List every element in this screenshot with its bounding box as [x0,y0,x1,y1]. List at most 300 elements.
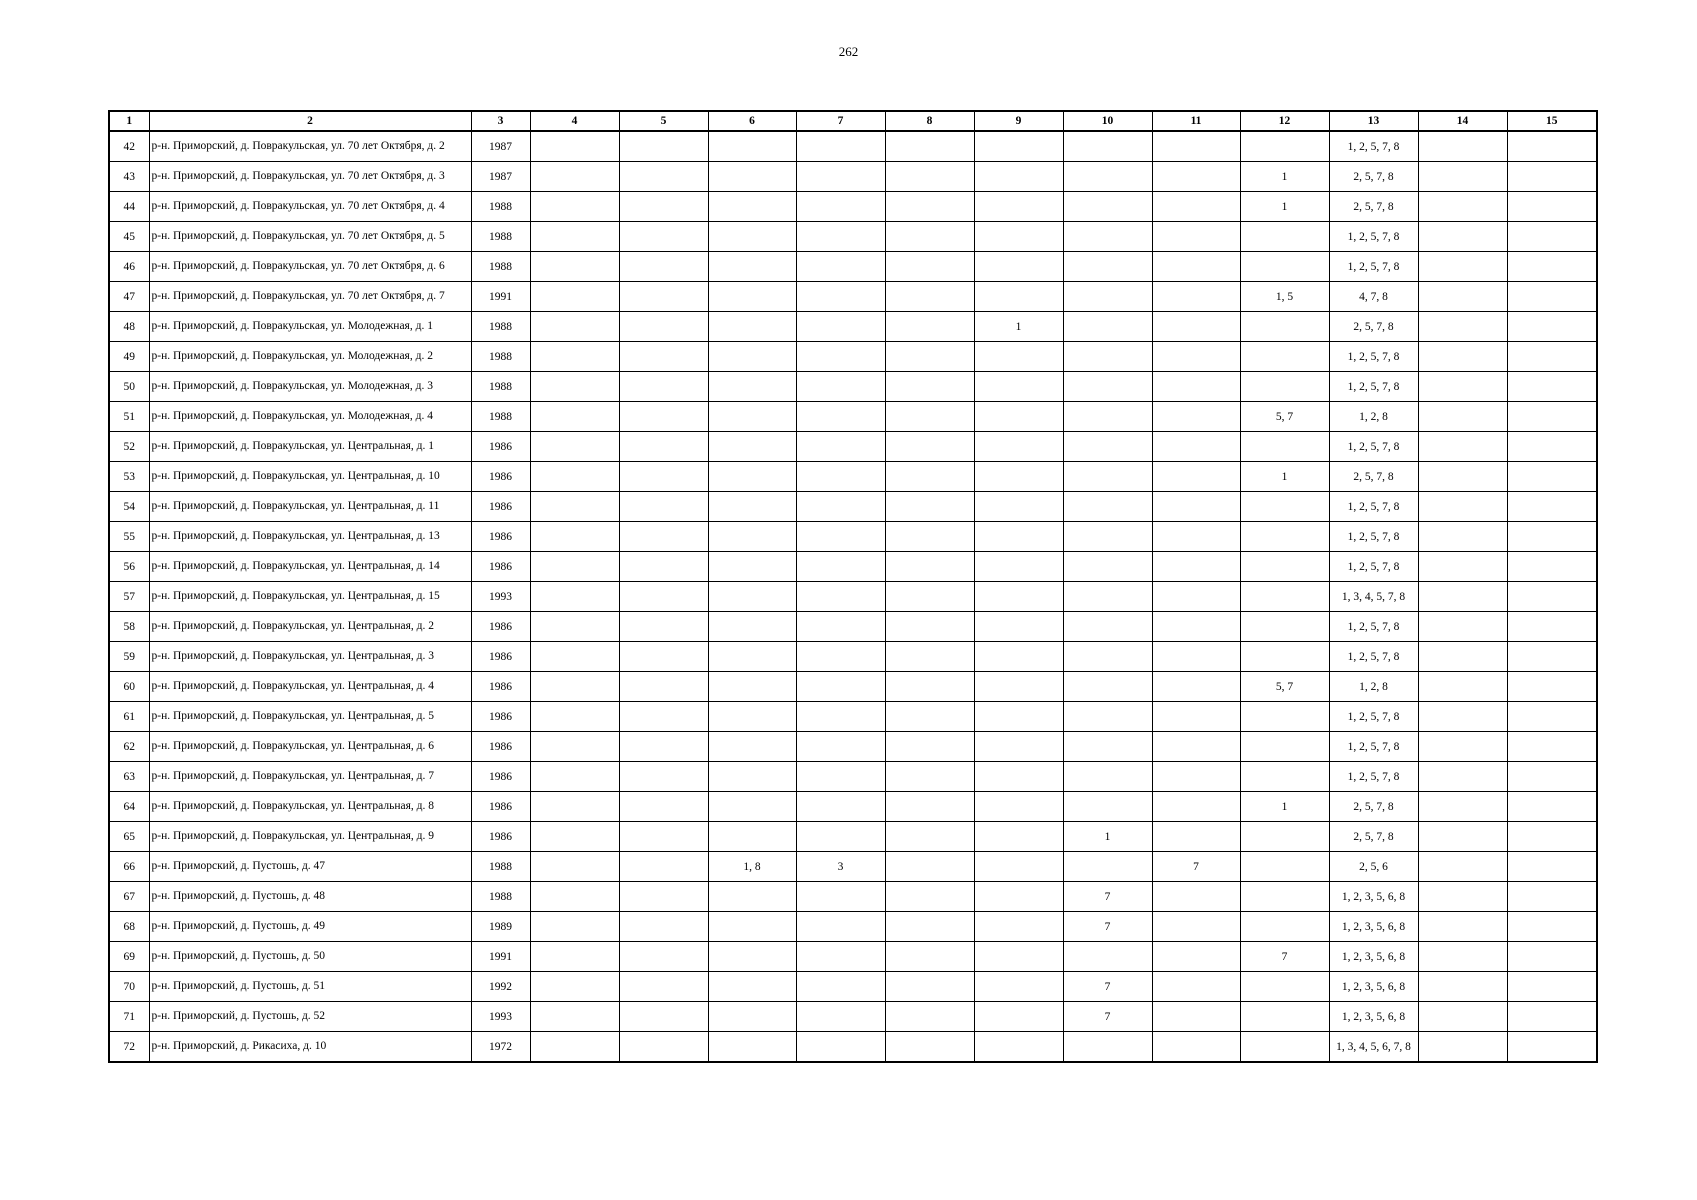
column-14-cell [1418,732,1507,762]
column-8-cell [885,852,974,882]
column-5-cell [619,1032,708,1063]
table-row [109,912,1597,942]
column-11-cell [1152,672,1240,702]
column-8-cell [885,942,974,972]
column-12-cell [1240,642,1329,672]
year-cell: 1988 [471,342,530,372]
year-cell: 1991 [471,282,530,312]
column-header-13: 13 [1329,111,1418,131]
column-15-cell [1507,282,1597,312]
address-cell: р-н. Приморский, д. Повракульская, ул. Центральная, д. 11 [149,492,471,522]
column-10-cell [1063,612,1152,642]
column-8-cell [885,131,974,162]
column-4-cell [530,552,619,582]
year-cell: 1972 [471,1032,530,1063]
column-8-cell [885,612,974,642]
row-number-cell: 47 [109,282,149,312]
column-6-cell [708,162,796,192]
column-11-cell [1152,402,1240,432]
column-13-cell: 1, 2, 5, 7, 8 [1329,342,1418,372]
column-6-cell [708,131,796,162]
year-cell: 1988 [471,312,530,342]
column-9-cell [974,282,1063,312]
column-header-11: 11 [1152,111,1240,131]
year-cell: 1986 [471,732,530,762]
column-15-cell [1507,162,1597,192]
column-5-cell [619,912,708,942]
column-10-cell [1063,462,1152,492]
column-7-cell [796,1002,885,1032]
table-row [109,702,1597,732]
column-6-cell [708,972,796,1002]
column-9-cell [974,852,1063,882]
column-header-7: 7 [796,111,885,131]
column-12-cell [1240,582,1329,612]
column-10-cell: 1 [1063,822,1152,852]
column-7-cell [796,162,885,192]
column-12-cell: 1, 5 [1240,282,1329,312]
column-14-cell [1418,1032,1507,1063]
column-6-cell [708,402,796,432]
column-5-cell [619,522,708,552]
column-8-cell [885,582,974,612]
column-9-cell [974,432,1063,462]
year-cell: 1986 [471,492,530,522]
column-8-cell [885,672,974,702]
column-8-cell [885,912,974,942]
address-cell: р-н. Приморский, д. Повракульская, ул. Центральная, д. 15 [149,582,471,612]
column-4-cell [530,912,619,942]
column-10-cell: 7 [1063,882,1152,912]
column-7-cell [796,402,885,432]
column-15-cell [1507,252,1597,282]
column-15-cell [1507,462,1597,492]
address-cell: р-н. Приморский, д. Повракульская, ул. Молодежная, д. 3 [149,372,471,402]
column-9-cell [974,402,1063,432]
column-14-cell [1418,312,1507,342]
year-cell: 1988 [471,192,530,222]
row-number-cell: 60 [109,672,149,702]
column-15-cell [1507,852,1597,882]
column-4-cell [530,372,619,402]
column-7-cell [796,822,885,852]
column-7-cell [796,372,885,402]
table-row [109,672,1597,702]
column-13-cell: 1, 2, 5, 7, 8 [1329,732,1418,762]
column-15-cell [1507,822,1597,852]
column-13-cell: 1, 2, 5, 7, 8 [1329,642,1418,672]
column-10-cell: 7 [1063,912,1152,942]
column-10-cell [1063,252,1152,282]
column-11-cell [1152,882,1240,912]
column-15-cell [1507,702,1597,732]
row-number-cell: 72 [109,1032,149,1063]
column-6-cell [708,312,796,342]
address-cell: р-н. Приморский, д. Пустошь, д. 51 [149,972,471,1002]
column-5-cell [619,282,708,312]
row-number-cell: 65 [109,822,149,852]
column-4-cell [530,642,619,672]
column-4-cell [530,252,619,282]
column-9-cell [974,762,1063,792]
column-12-cell [1240,131,1329,162]
column-6-cell [708,462,796,492]
column-10-cell: 7 [1063,972,1152,1002]
column-14-cell [1418,792,1507,822]
column-9-cell [974,162,1063,192]
table-row [109,732,1597,762]
column-7-cell [796,492,885,522]
column-5-cell [619,1002,708,1032]
column-12-cell: 7 [1240,942,1329,972]
column-6-cell [708,582,796,612]
column-14-cell [1418,942,1507,972]
column-5-cell [619,642,708,672]
column-11-cell [1152,192,1240,222]
column-7-cell [796,462,885,492]
column-6-cell [708,1032,796,1063]
column-15-cell [1507,342,1597,372]
table-row [109,942,1597,972]
row-number-cell: 45 [109,222,149,252]
column-7-cell [796,192,885,222]
column-12-cell [1240,252,1329,282]
column-9-cell [974,822,1063,852]
column-11-cell [1152,972,1240,1002]
column-11-cell [1152,642,1240,672]
row-number-cell: 56 [109,552,149,582]
column-7-cell [796,432,885,462]
row-number-cell: 71 [109,1002,149,1032]
column-9-cell [974,1032,1063,1063]
column-12-cell [1240,1002,1329,1032]
column-4-cell [530,792,619,822]
column-14-cell [1418,972,1507,1002]
column-15-cell [1507,372,1597,402]
column-9-cell [974,942,1063,972]
column-11-cell [1152,912,1240,942]
column-11-cell [1152,372,1240,402]
column-7-cell [796,222,885,252]
table-row [109,192,1597,222]
column-10-cell [1063,762,1152,792]
column-8-cell [885,972,974,1002]
column-14-cell [1418,672,1507,702]
column-9-cell [974,642,1063,672]
column-9-cell [974,912,1063,942]
column-13-cell: 2, 5, 7, 8 [1329,792,1418,822]
column-5-cell [619,822,708,852]
column-15-cell [1507,882,1597,912]
column-12-cell [1240,372,1329,402]
column-11-cell [1152,432,1240,462]
column-14-cell [1418,582,1507,612]
column-4-cell [530,432,619,462]
column-13-cell: 4, 7, 8 [1329,282,1418,312]
column-6-cell [708,432,796,462]
column-15-cell [1507,732,1597,762]
column-11-cell [1152,252,1240,282]
column-15-cell [1507,912,1597,942]
table-row [109,552,1597,582]
column-12-cell: 5, 7 [1240,402,1329,432]
address-cell: р-н. Приморский, д. Повракульская, ул. Центральная, д. 2 [149,612,471,642]
column-7-cell [796,642,885,672]
column-5-cell [619,312,708,342]
column-6-cell [708,222,796,252]
column-6-cell [708,762,796,792]
column-4-cell [530,522,619,552]
column-14-cell [1418,1002,1507,1032]
row-number-cell: 68 [109,912,149,942]
column-header-3: 3 [471,111,530,131]
column-4-cell [530,972,619,1002]
column-5-cell [619,432,708,462]
column-8-cell [885,462,974,492]
row-number-cell: 62 [109,732,149,762]
column-15-cell [1507,672,1597,702]
column-12-cell [1240,912,1329,942]
column-9-cell [974,972,1063,1002]
year-cell: 1986 [471,612,530,642]
column-header-5: 5 [619,111,708,131]
column-10-cell [1063,522,1152,552]
column-13-cell: 2, 5, 7, 8 [1329,462,1418,492]
column-8-cell [885,1032,974,1063]
column-9-cell [974,222,1063,252]
column-6-cell [708,792,796,822]
column-15-cell [1507,1002,1597,1032]
column-7-cell [796,552,885,582]
row-number-cell: 51 [109,402,149,432]
column-6-cell [708,252,796,282]
column-6-cell [708,942,796,972]
column-15-cell [1507,522,1597,552]
column-10-cell [1063,372,1152,402]
year-cell: 1988 [471,402,530,432]
column-15-cell [1507,552,1597,582]
column-8-cell [885,882,974,912]
column-10-cell [1063,282,1152,312]
column-13-cell: 1, 2, 5, 7, 8 [1329,222,1418,252]
column-8-cell [885,822,974,852]
column-15-cell [1507,942,1597,972]
column-13-cell: 1, 3, 4, 5, 7, 8 [1329,582,1418,612]
row-number-cell: 67 [109,882,149,912]
column-9-cell [974,792,1063,822]
address-cell: р-н. Приморский, д. Пустошь, д. 48 [149,882,471,912]
column-4-cell [530,942,619,972]
housing-registry-table [108,110,1598,1063]
table-row [109,582,1597,612]
column-8-cell [885,372,974,402]
column-9-cell [974,522,1063,552]
column-14-cell [1418,162,1507,192]
column-7-cell [796,342,885,372]
column-12-cell [1240,312,1329,342]
column-header-12: 12 [1240,111,1329,131]
column-5-cell [619,342,708,372]
column-12-cell [1240,882,1329,912]
column-7-cell [796,792,885,822]
column-8-cell [885,252,974,282]
column-4-cell [530,282,619,312]
column-header-1: 1 [109,111,149,131]
column-5-cell [619,372,708,402]
column-7-cell [796,312,885,342]
year-cell: 1987 [471,162,530,192]
column-11-cell [1152,131,1240,162]
column-10-cell [1063,552,1152,582]
column-5-cell [619,402,708,432]
column-8-cell [885,192,974,222]
column-4-cell [530,762,619,792]
column-6-cell [708,882,796,912]
column-10-cell [1063,672,1152,702]
column-7-cell [796,732,885,762]
column-14-cell [1418,852,1507,882]
row-number-cell: 69 [109,942,149,972]
column-13-cell: 1, 2, 5, 7, 8 [1329,432,1418,462]
column-8-cell [885,492,974,522]
column-10-cell [1063,342,1152,372]
column-6-cell [708,552,796,582]
year-cell: 1989 [471,912,530,942]
column-7-cell [796,912,885,942]
column-12-cell [1240,702,1329,732]
table-row [109,492,1597,522]
table-row [109,522,1597,552]
year-cell: 1993 [471,1002,530,1032]
column-5-cell [619,792,708,822]
column-5-cell [619,702,708,732]
column-11-cell [1152,582,1240,612]
table-row [109,462,1597,492]
column-14-cell [1418,282,1507,312]
column-12-cell [1240,432,1329,462]
column-8-cell [885,732,974,762]
year-cell: 1988 [471,252,530,282]
column-9-cell [974,131,1063,162]
column-11-cell [1152,462,1240,492]
column-14-cell [1418,192,1507,222]
column-10-cell [1063,432,1152,462]
column-13-cell: 1, 2, 3, 5, 6, 8 [1329,972,1418,1002]
column-7-cell [796,252,885,282]
column-13-cell: 2, 5, 7, 8 [1329,162,1418,192]
column-6-cell [708,612,796,642]
column-14-cell [1418,372,1507,402]
column-13-cell: 1, 2, 3, 5, 6, 8 [1329,942,1418,972]
column-header-10: 10 [1063,111,1152,131]
row-number-cell: 46 [109,252,149,282]
column-8-cell [885,522,974,552]
column-10-cell [1063,131,1152,162]
address-cell: р-н. Приморский, д. Повракульская, ул. 70 лет Октября, д. 6 [149,252,471,282]
column-11-cell [1152,942,1240,972]
address-cell: р-н. Приморский, д. Пустошь, д. 50 [149,942,471,972]
address-cell: р-н. Приморский, д. Повракульская, ул. Центральная, д. 7 [149,762,471,792]
column-12-cell [1240,1032,1329,1063]
column-6-cell [708,282,796,312]
address-cell: р-н. Приморский, д. Повракульская, ул. Центральная, д. 10 [149,462,471,492]
column-14-cell [1418,342,1507,372]
column-11-cell [1152,342,1240,372]
table-row [109,312,1597,342]
address-cell: р-н. Приморский, д. Повракульская, ул. Центральная, д. 5 [149,702,471,732]
year-cell: 1991 [471,942,530,972]
column-5-cell [619,882,708,912]
column-14-cell [1418,552,1507,582]
column-7-cell [796,882,885,912]
column-5-cell [619,222,708,252]
column-13-cell: 1, 2, 5, 7, 8 [1329,552,1418,582]
column-15-cell [1507,1032,1597,1063]
column-9-cell [974,342,1063,372]
column-13-cell: 1, 2, 8 [1329,402,1418,432]
column-4-cell [530,882,619,912]
column-12-cell [1240,612,1329,642]
address-cell: р-н. Приморский, д. Повракульская, ул. 70 лет Октября, д. 2 [149,131,471,162]
column-14-cell [1418,432,1507,462]
column-4-cell [530,1032,619,1063]
column-5-cell [619,852,708,882]
column-11-cell [1152,522,1240,552]
column-4-cell [530,702,619,732]
address-cell: р-н. Приморский, д. Повракульская, ул. 70 лет Октября, д. 7 [149,282,471,312]
column-11-cell: 7 [1152,852,1240,882]
column-14-cell [1418,492,1507,522]
column-11-cell [1152,762,1240,792]
column-4-cell [530,342,619,372]
column-8-cell [885,342,974,372]
column-9-cell [974,252,1063,282]
column-12-cell [1240,852,1329,882]
column-4-cell [530,462,619,492]
column-11-cell [1152,612,1240,642]
column-14-cell [1418,912,1507,942]
column-6-cell [708,912,796,942]
column-10-cell [1063,942,1152,972]
column-7-cell [796,942,885,972]
column-9-cell: 1 [974,312,1063,342]
column-7-cell [796,702,885,732]
row-number-cell: 48 [109,312,149,342]
address-cell: р-н. Приморский, д. Повракульская, ул. Центральная, д. 14 [149,552,471,582]
column-13-cell: 1, 2, 5, 7, 8 [1329,762,1418,792]
column-9-cell [974,192,1063,222]
column-8-cell [885,762,974,792]
column-15-cell [1507,612,1597,642]
column-6-cell [708,1002,796,1032]
column-15-cell [1507,582,1597,612]
column-13-cell: 1, 2, 5, 7, 8 [1329,492,1418,522]
column-11-cell [1152,552,1240,582]
column-4-cell [530,162,619,192]
column-11-cell [1152,492,1240,522]
column-14-cell [1418,522,1507,552]
column-6-cell [708,642,796,672]
column-8-cell [885,162,974,192]
column-9-cell [974,732,1063,762]
column-7-cell [796,582,885,612]
column-10-cell [1063,162,1152,192]
table-row [109,1032,1597,1063]
address-cell: р-н. Приморский, д. Повракульская, ул. Центральная, д. 13 [149,522,471,552]
column-6-cell [708,192,796,222]
column-5-cell [619,252,708,282]
column-13-cell: 1, 2, 5, 7, 8 [1329,252,1418,282]
